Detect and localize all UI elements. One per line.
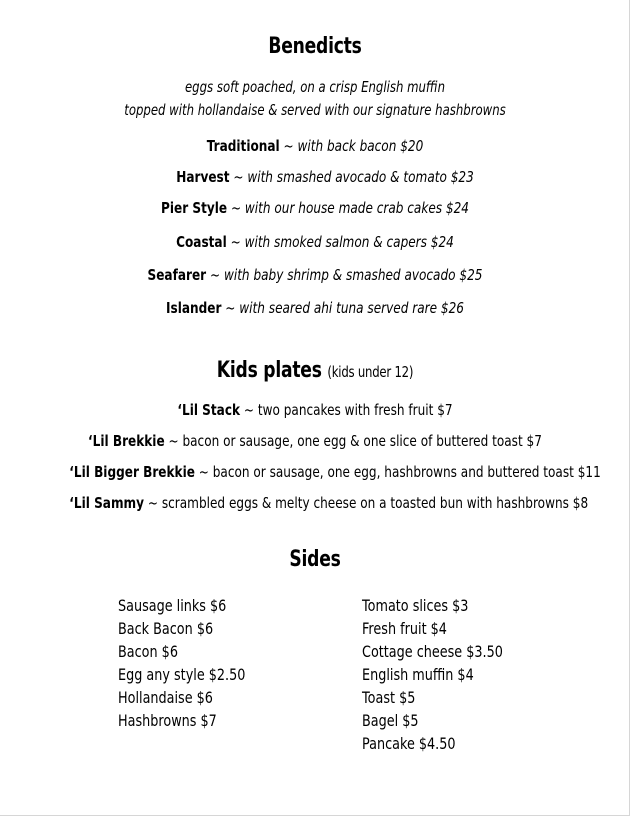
benedicts-intro-line-1: eggs soft poached, on a crisp English muffin [184, 78, 446, 96]
benedict-description: with smoked salmon & capers $24 [244, 233, 454, 251]
benedict-name: Islander [166, 299, 222, 317]
benedicts-heading: Benedicts [268, 34, 362, 59]
benedict-description: with smashed avocado & tomato $23 [247, 168, 474, 186]
kids-heading [69, 358, 560, 383]
benedicts-intro-line-2: topped with hollandaise & served with our signature hashbrowns [124, 101, 506, 119]
benedict-separator: ~ [229, 168, 248, 186]
kids-item-description: ~ two pancakes with fresh fruit $7 [240, 401, 453, 419]
kids-age-note: (kids under 12) [327, 363, 414, 381]
benedict-item [69, 233, 560, 251]
sides-left-column [118, 594, 245, 732]
side-item: Cottage cheese $3.50 [362, 642, 503, 661]
benedict-separator: ~ [226, 233, 245, 251]
benedict-item [69, 199, 560, 217]
sides-right-column [362, 594, 503, 755]
benedict-item [69, 266, 560, 284]
benedict-name: Seafarer [147, 266, 207, 284]
side-item: Fresh fruit $4 [362, 619, 447, 638]
side-item: Bagel $5 [362, 711, 419, 730]
kids-item-description: ~ bacon or sausage, one egg & one slice of buttered toast $7 [164, 432, 542, 450]
benedict-description: with our house made crab cakes $24 [244, 199, 469, 217]
kids-item-name: ‘Lil Brekkie [88, 432, 165, 450]
kids-item-description: ~ scrambled eggs & melty cheese on a toasted bun with hashbrowns $8 [144, 494, 589, 512]
kids-item [69, 463, 601, 481]
side-item: Pancake $4.50 [362, 734, 456, 753]
benedict-separator: ~ [206, 266, 224, 284]
kids-item-description: ~ bacon or sausage, one egg, hashbrowns and buttered toast $11 [194, 463, 601, 481]
side-item: Egg any style $2.50 [118, 665, 246, 684]
benedict-separator: ~ [221, 299, 240, 317]
benedict-item [69, 299, 560, 317]
kids-title: Kids plates [216, 358, 322, 383]
kids-item-name: ‘Lil Bigger Brekkie [69, 463, 195, 481]
kids-item-name: ‘Lil Stack [177, 401, 241, 419]
kids-item [69, 494, 589, 512]
kids-item-name: ‘Lil Sammy [69, 494, 145, 512]
benedict-name: Traditional [206, 137, 280, 155]
benedict-description: with back bacon $20 [297, 137, 424, 155]
side-item: Bacon $6 [118, 642, 178, 661]
side-item: Hashbrowns $7 [118, 711, 217, 730]
benedict-description: with seared ahi tuna served rare $26 [239, 299, 464, 317]
sides-heading: Sides [289, 547, 341, 572]
benedict-name: Coastal [176, 233, 227, 251]
benedict-item [79, 168, 570, 186]
side-item: English muffin $4 [362, 665, 474, 684]
side-item: Sausage links $6 [118, 596, 227, 615]
kids-item [69, 432, 560, 450]
benedict-separator: ~ [227, 199, 245, 217]
benedict-name: Pier Style [161, 199, 228, 217]
benedict-item [69, 137, 560, 155]
benedict-separator: ~ [279, 137, 298, 155]
benedict-description: with baby shrimp & smashed avocado $25 [223, 266, 483, 284]
side-item: Toast $5 [362, 688, 416, 707]
side-item: Back Bacon $6 [118, 619, 214, 638]
side-item: Tomato slices $3 [362, 596, 469, 615]
side-item: Hollandaise $6 [118, 688, 213, 707]
kids-item [69, 401, 560, 419]
benedict-name: Harvest [176, 168, 230, 186]
